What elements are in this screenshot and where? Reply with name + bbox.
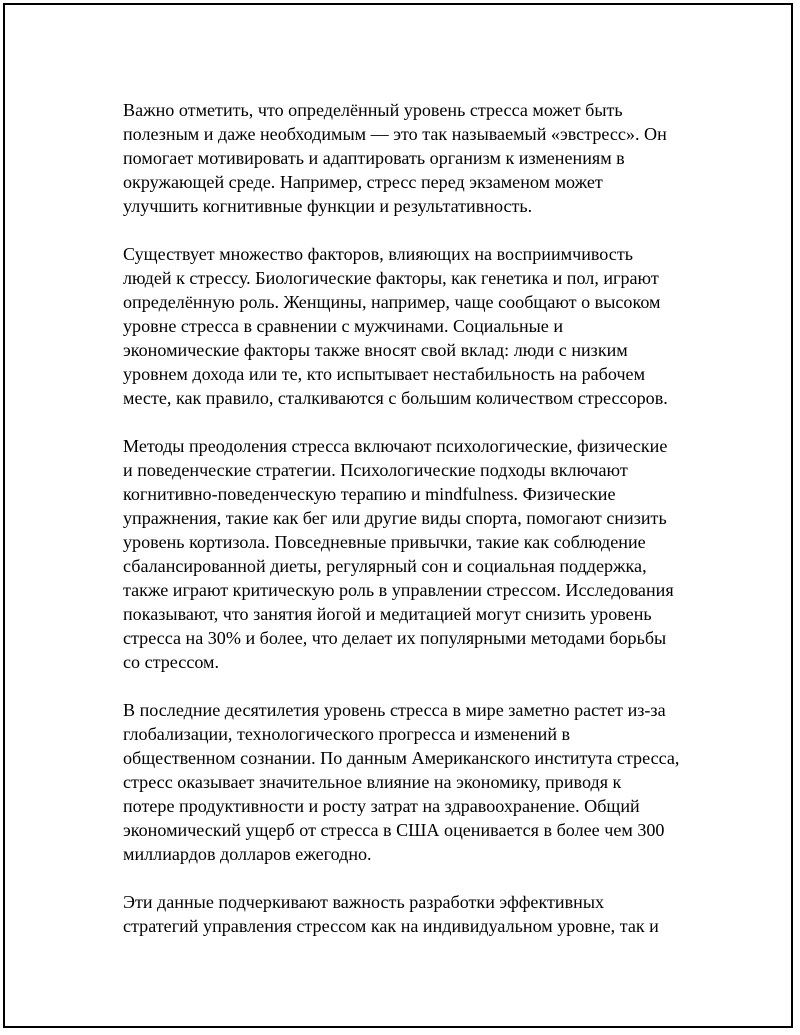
text-line: стресса на 30% и более, что делает их популярными методами борьбы — [123, 628, 667, 648]
text-line: экономический ущерб от стресса в США оценивается в более чем 300 — [123, 820, 665, 840]
text-line: стресс оказывает значительное влияние на экономику, приводя к — [123, 772, 622, 792]
text-line: экономические факторы также вносят свой вклад: люди с низким — [123, 340, 628, 360]
text-line: глобализации, технологического прогресса и изменений в — [123, 724, 571, 744]
paragraph-factors — [123, 242, 695, 410]
text-line: окружающей среде. Например, стресс перед экзаменом может — [123, 172, 603, 192]
text-line: уровнем дохода или те, кто испытывает нестабильность на рабочем — [123, 364, 646, 384]
text-line: потере продуктивности и росту затрат на здравоохранение. Общий — [123, 796, 640, 816]
text-line: уровне стресса в сравнении с мужчинами. Социальные и — [123, 316, 564, 336]
text-line: также играют критическую роль в управлении стрессом. Исследования — [123, 580, 674, 600]
paragraph-eustress — [123, 98, 695, 218]
text-line: Методы преодоления стресса включают психологические, физические — [123, 436, 668, 456]
text-line: упражнения, такие как бег или другие виды спорта, помогают снизить — [123, 508, 667, 528]
text-line: стратегий управления стрессом как на индивидуальном уровне, так и — [123, 916, 659, 936]
text-line: со стрессом. — [123, 652, 220, 672]
paragraph-global-trends — [123, 698, 695, 866]
text-line: Существует множество факторов, влияющих на восприимчивость — [123, 244, 633, 264]
text-line: людей к стрессу. Биологические факторы, как генетика и пол, играют — [123, 268, 659, 288]
text-line: полезным и даже необходимым — это так называемый «эвстресс». Он — [123, 124, 667, 144]
text-line: помогает мотивировать и адаптировать организм к изменениям в — [123, 148, 625, 168]
text-line: В последние десятилетия уровень стресса в мире заметно растет из-за — [123, 700, 666, 720]
text-line: когнитивно-поведенческую терапию и mindfulness. Физические — [123, 484, 616, 504]
text-line: миллиардов долларов ежегодно. — [123, 844, 372, 864]
paragraph-coping-methods — [123, 434, 695, 674]
paragraph-conclusion — [123, 890, 695, 938]
text-line: Эти данные подчеркивают важность разработки эффективных — [123, 892, 605, 912]
text-line: Важно отметить, что определённый уровень стресса может быть — [123, 100, 623, 120]
text-line: определённую роль. Женщины, например, чаще сообщают о высоком — [123, 292, 661, 312]
text-line: месте, как правило, сталкиваются с большим количеством стрессоров. — [123, 388, 668, 408]
document-body — [123, 98, 695, 962]
text-line: сбалансированной диеты, регулярный сон и социальная поддержка, — [123, 556, 647, 576]
text-line: уровень кортизола. Повседневные привычки, такие как соблюдение — [123, 532, 646, 552]
text-line: улучшить когнитивные функции и результативность. — [123, 196, 533, 216]
text-line: показывают, что занятия йогой и медитацией могут снизить уровень — [123, 604, 652, 624]
page-frame — [3, 3, 793, 1028]
text-line: общественном сознании. По данным Американского института стресса, — [123, 748, 680, 768]
text-line: и поведенческие стратегии. Психологические подходы включают — [123, 460, 628, 480]
